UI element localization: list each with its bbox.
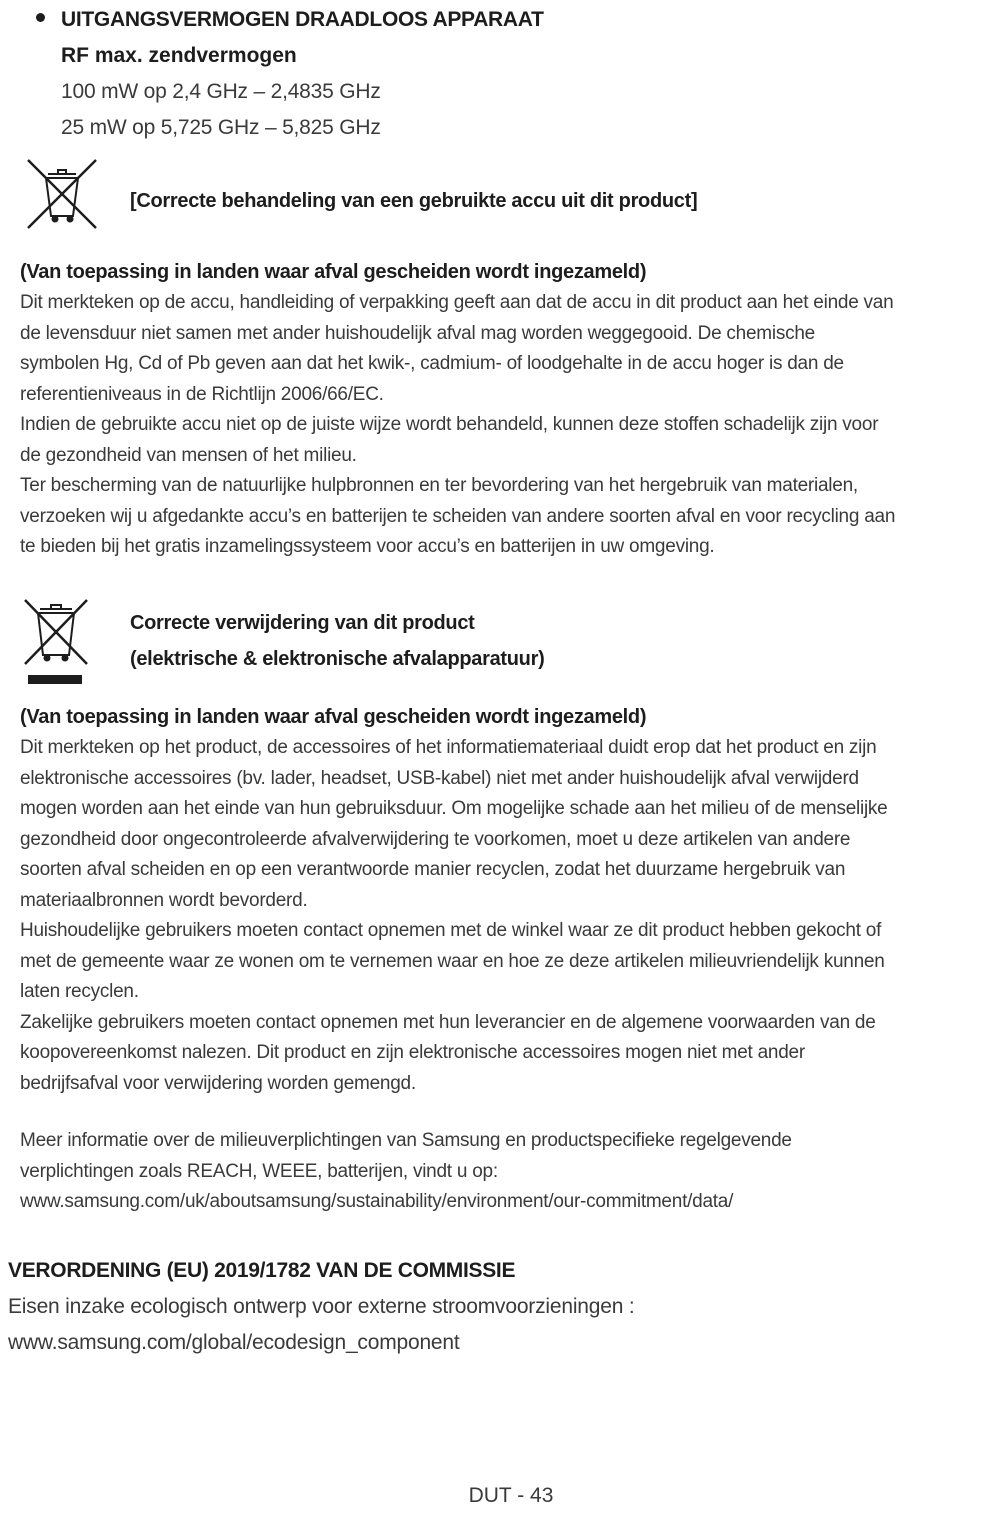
page-number: DUT - 43 — [468, 1484, 554, 1507]
regulation-link: www.samsung.com/global/ecodesign_component — [8, 1331, 460, 1354]
regulation-text: Eisen inzake ecologisch ontwerp voor externe stroomvoorzieningen : — [8, 1295, 635, 1318]
weee-heading-line2: (elektrische & elektronische afvalapparatuur) — [130, 648, 545, 670]
wireless-title: UITGANGSVERMOGEN DRAADLOOS APPARAAT — [61, 8, 544, 31]
bullet-icon — [36, 13, 45, 22]
spec-line: 100 mW op 2,4 GHz – 2,4835 GHz — [61, 80, 381, 103]
weee-body: Dit merkteken op het product, de accessoires of het informatiemateriaal duidt erop dat het product en zijn elektronische accessoires (bv. lader, headset, USB-kabel) niet met ander huishoudelijk afval verwijderd mogen worden aan het einde van hun gebruiksduur. Om mogelijke schade aan het milieu of de menselijke gezondheid door ongecontroleerde afvalverwijdering te voorkomen, moet u deze artikelen van andere soorten afval scheiden en op een verantwoorde manier recyclen, zodat het duurzame hergebruik van materiaalbronnen wordt bevorderd. Huishoudelijke gebruikers moeten contact opnemen met de winkel waar ze dit product hebben gekocht of met de gemeente waar ze wonen om te vernemen waar en hoe ze deze artikelen milieuvriendelijk kunnen laten recyclen. Zakelijke gebruikers moeten contact opnemen met hun leverancier en de algemene voorwaarden van de koopovereenkomst nalezen. Dit product en zijn elektronische accessoires mogen niet met ander bedrijfsafval voor verwijdering worden gemengd. — [20, 737, 888, 1094]
more-info: Meer informatie over de milieuverplichtingen van Samsung en productspecifieke regelgevende verplichtingen zoals REACH, WEEE, batterijen, vindt u op: www.samsung.com/uk/aboutsamsung/sustainability/environment/our-commitment/data/ — [20, 1130, 792, 1212]
wireless-subtitle: RF max. zendvermogen — [61, 44, 297, 67]
spec-line: 25 mW op 5,725 GHz – 5,825 GHz — [61, 116, 381, 139]
weee-applicability: (Van toepassing in landen waar afval gescheiden wordt ingezameld) — [20, 706, 647, 728]
regulation-title: VERORDENING (EU) 2019/1782 VAN DE COMMISSIE — [8, 1259, 516, 1282]
battery-body: Dit merkteken op de accu, handleiding of verpakking geeft aan dat de accu in dit product aan het einde van de levensduur niet samen met ander huishoudelijk afval mag worden weggegooid. De chemische symbolen Hg, Cd of Pb geven aan dat het kwik-, cadmium- of loodgehalte in de accu hoger is dan de referentieniveaus in de Richtlijn 2006/66/EC. Indien de gebruikte accu niet op de juiste wijze wordt behandeld, kunnen deze stoffen schadelijk zijn voor de gezondheid van mensen of het milieu. Ter bescherming van de natuurlijke hulpbronnen en ter bevordering van het hergebruik van materialen, verzoeken wij u afgedankte accu’s en batterijen te scheiden van andere soorten afval en voor recycling aan te bieden bij het gratis inzamelingssysteem voor accu’s en batterijen in uw omgeving. — [20, 292, 896, 557]
crossed-bin-icon — [24, 156, 100, 232]
battery-heading: [Correcte behandeling van een gebruikte accu uit dit product] — [130, 190, 698, 212]
crossed-bin-with-bar-icon — [22, 597, 90, 687]
battery-applicability: (Van toepassing in landen waar afval gescheiden wordt ingezameld) — [20, 261, 647, 283]
weee-heading-line1: Correcte verwijdering van dit product — [130, 612, 475, 634]
